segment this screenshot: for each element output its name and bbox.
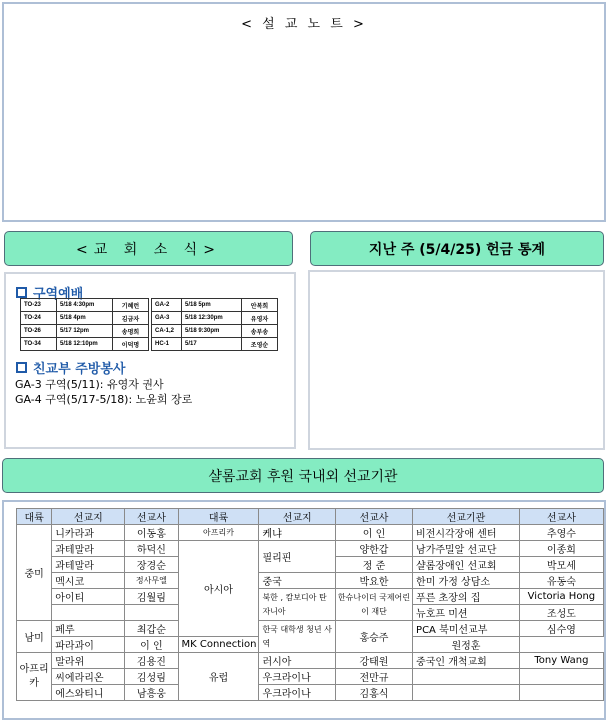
field-cell: 북한 , 캄보디아 탄자니아 [259, 589, 335, 621]
sermon-notes-title: < 설 교 노 트 > [241, 17, 367, 32]
table-row [17, 541, 604, 557]
header-continent: 대륙 [178, 509, 259, 525]
table-cell: 5/18 12:30pm [182, 312, 242, 325]
missionary-cell: 장경순 [125, 557, 178, 573]
table-cell: 5/17 [182, 338, 242, 351]
missionary-cell: 하덕신 [125, 541, 178, 557]
table-cell: TO-34 [21, 338, 57, 351]
organization-cell: 뉴호프 미션 [413, 605, 520, 621]
table-row [17, 621, 604, 637]
missions-box [2, 500, 606, 720]
table-cell: 5/18 9:30pm [182, 325, 242, 338]
table-cell: 송명희 [113, 325, 149, 338]
table-cell: 기혜런 [113, 299, 149, 312]
district-worship-table [20, 298, 278, 351]
table-row [17, 573, 604, 589]
missionary-cell: 한슈나이더 국제어린이 재단 [335, 589, 412, 621]
continent-cell: 중미 [17, 525, 52, 621]
missionary-cell [519, 669, 603, 685]
table-cell: TO-23 [21, 299, 57, 312]
field-cell: 한국 대학생 청년 사역 [259, 621, 335, 653]
missions-table [16, 508, 604, 701]
field-cell: 페루 [52, 621, 125, 637]
continent-cell: 아프리카 [17, 653, 52, 701]
field-cell: 말라위 [52, 653, 125, 669]
missionary-cell: 양한갑 [335, 541, 412, 557]
field-cell: 아이티 [52, 589, 125, 605]
kitchen-service-line: GA-3 구역(5/11): 유영자 권사 [15, 378, 164, 391]
offering-stats-panel [308, 270, 605, 450]
field-cell: 과테말라 [52, 557, 125, 573]
missionary-cell: Victoria Hong [519, 589, 603, 605]
table-row [17, 589, 604, 605]
continent-cell: 유럽 [178, 653, 259, 701]
sermon-notes-box [2, 2, 606, 222]
missionary-cell: 최갑순 [125, 621, 178, 637]
continent-cell: 아프리카 [178, 525, 259, 541]
organization-cell: PCA 북미선교부 [413, 621, 520, 637]
organization-cell: 샬롬장애인 선교회 [413, 557, 520, 573]
table-row [21, 325, 278, 338]
organization-cell: 푸른 초장의 집 [413, 589, 520, 605]
missionary-cell: 홍승주 [335, 621, 412, 653]
field-cell: 파라과이 [52, 637, 125, 653]
missionary-cell: 박요한 [335, 573, 412, 589]
missionary-cell: 이동홍 [125, 525, 178, 541]
missionary-cell: 추영수 [519, 525, 603, 541]
kitchen-service-heading [16, 358, 125, 377]
field-cell: 우크라이나 [259, 669, 335, 685]
offering-stats-header: 지난 주 (5/4/25) 헌금 통계 [310, 231, 604, 266]
table-row [21, 312, 278, 325]
missionary-cell: 정사무엘 [125, 573, 178, 589]
table-cell: TO-24 [21, 312, 57, 325]
header-field: 선교지 [52, 509, 125, 525]
organization-cell: 중국인 개척교회 [413, 653, 520, 669]
missionary-cell: 박모세 [519, 557, 603, 573]
missionary-cell: 이 인 [125, 637, 178, 653]
table-cell: CA-1,2 [152, 325, 182, 338]
missionary-cell: 정 준 [335, 557, 412, 573]
kitchen-service-label: 친교부 주방봉사 [33, 362, 126, 377]
table-cell: GA-3 [152, 312, 182, 325]
table-header-row [17, 509, 604, 525]
header-field: 선교지 [259, 509, 335, 525]
table-cell: 송부송 [242, 325, 278, 338]
header-continent: 대륙 [17, 509, 52, 525]
missionary-cell: 전만규 [335, 669, 412, 685]
missionary-cell [125, 605, 178, 621]
field-cell: 과테말라 [52, 541, 125, 557]
missionary-cell: 조성도 [519, 605, 603, 621]
field-cell: 멕시코 [52, 573, 125, 589]
missionary-cell: Tony Wang [519, 653, 603, 669]
field-cell: 러시아 [259, 653, 335, 669]
table-cell: 5/18 4:30pm [57, 299, 113, 312]
kitchen-service-line: GA-4 구역(5/17-5/18): 노윤희 장로 [15, 393, 193, 406]
table-cell: 김금자 [113, 312, 149, 325]
missionary-cell: 심수영 [519, 621, 603, 637]
continent-cell: 남미 [17, 621, 52, 653]
header-missionary: 선교사 [335, 509, 412, 525]
missionary-cell: 원정훈 [413, 637, 520, 653]
table-cell: 조영순 [242, 338, 278, 351]
table-cell: TO-26 [21, 325, 57, 338]
table-cell: 안복희 [242, 299, 278, 312]
table-row [21, 299, 278, 312]
table-row [17, 653, 604, 669]
organization-cell [413, 685, 520, 701]
missionary-cell: 이종희 [519, 541, 603, 557]
organization-cell [413, 669, 520, 685]
header-missionary: 선교사 [125, 509, 178, 525]
organization-cell: 한미 가정 상담소 [413, 573, 520, 589]
missionary-cell: 김용진 [125, 653, 178, 669]
field-cell: 케냐 [259, 525, 335, 541]
field-cell: 중국 [259, 573, 335, 589]
table-cell: 이덕명 [113, 338, 149, 351]
table-cell: GA-2 [152, 299, 182, 312]
continent-cell: 아시아 [178, 541, 259, 637]
table-row [17, 525, 604, 541]
missionary-cell [519, 685, 603, 701]
missionary-cell: 김홍식 [335, 685, 412, 701]
table-cell: 5/18 12:10pm [57, 338, 113, 351]
header-organization: 선교기관 [413, 509, 520, 525]
table-row [21, 338, 278, 351]
field-cell: 에스와티니 [52, 685, 125, 701]
missions-header: 샬롬교회 후원 국내외 선교기관 [2, 458, 604, 493]
checkbox-square-icon [16, 287, 27, 298]
missionary-cell: 김성림 [125, 669, 178, 685]
church-news-header: <교 회 소 식> [4, 231, 293, 266]
organization-cell: 남가주밀알 선교단 [413, 541, 520, 557]
field-cell [52, 605, 125, 621]
church-news-panel [4, 272, 296, 449]
header-missionary: 선교사 [519, 509, 603, 525]
table-row [17, 685, 604, 701]
checkbox-square-icon [16, 362, 27, 373]
table-row [17, 669, 604, 685]
organization-cell: MK Connection [178, 637, 259, 653]
missionary-cell: 유동숙 [519, 573, 603, 589]
missionary-cell: 강태원 [335, 653, 412, 669]
table-cell: HC-1 [152, 338, 182, 351]
missionary-cell: 남흥웅 [125, 685, 178, 701]
missionary-cell: 김월림 [125, 589, 178, 605]
table-cell: 유영자 [242, 312, 278, 325]
field-cell: 우크라이나 [259, 685, 335, 701]
table-cell: 5/18 5pm [182, 299, 242, 312]
organization-cell: 비전시각장애 센터 [413, 525, 520, 541]
missionary-cell: 이 인 [335, 525, 412, 541]
field-cell: 필리핀 [259, 541, 335, 573]
table-cell: 5/17 12pm [57, 325, 113, 338]
district-worship-label: 구역예배 [33, 287, 84, 302]
field-cell: 씨에라리온 [52, 669, 125, 685]
field-cell: 니카라과 [52, 525, 125, 541]
table-cell: 5/18 4pm [57, 312, 113, 325]
